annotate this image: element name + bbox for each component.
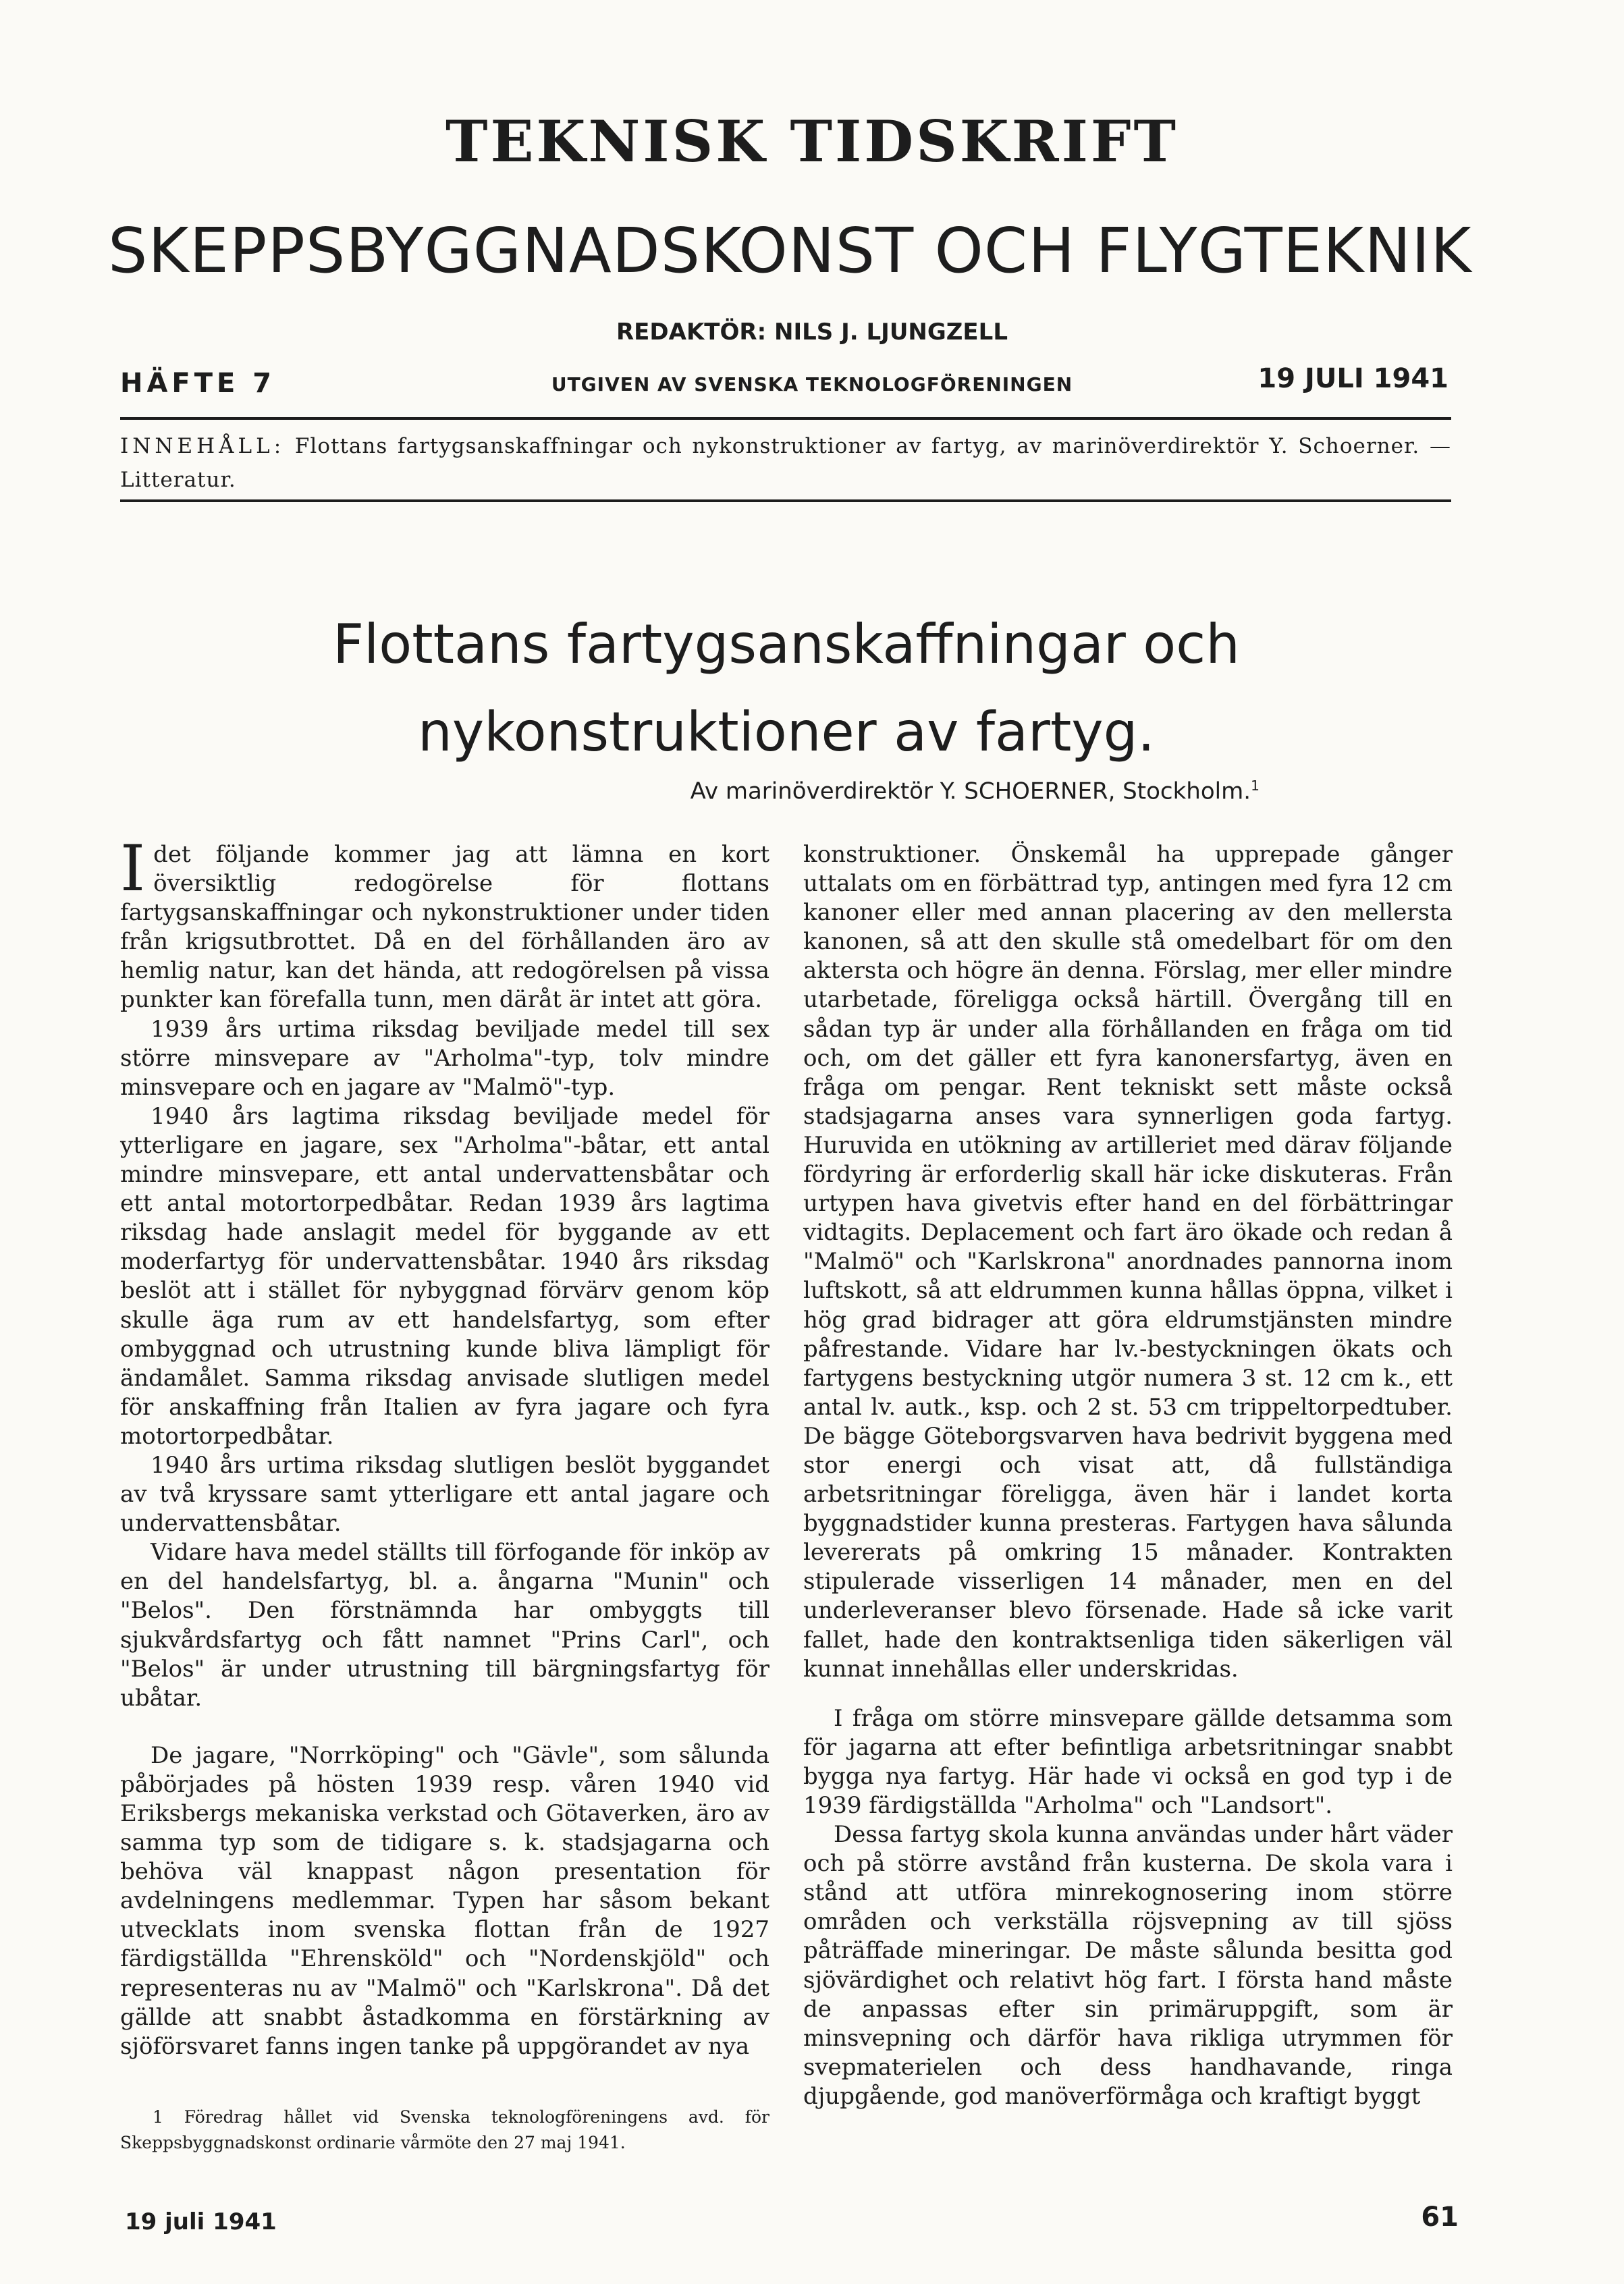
footer-date: 19 juli 1941 bbox=[125, 2208, 277, 2235]
paragraph: Dessa fartyg skola kunna användas under hårt väder och på större avstånd från kusterna. De skola vara i stånd att utföra minrekognosering inom större områden och verkställa röjsvepning av till sjöss påträffade mineringar. De måste sålunda besitta god sjövärdighet och relativt hög fart. I första hand måste de anpassas efter sin primäruppgift, som är minsvepning och därför hava rikliga utrymmen för svepmaterielen och dess handhavande, ringa djupgående, god manöverförmåga och kraftigt byggt bbox=[803, 1821, 1453, 2110]
paragraph: Idet följande kommer jag att lämna en kort översiktlig redogörelse för flottans fartygsanskaffningar och nykonstruktioner under tiden från krigsutbrottet. Då en del förhållanden äro av hemlig natur, kan det hända, att redogörelsen på vissa punkter kan förefalla tunn, men däråt är intet att göra. bbox=[120, 832, 769, 1014]
masthead-title: TEKNISK TIDSKRIFT bbox=[445, 108, 1179, 175]
paragraph: konstruktioner. Önskemål ha upprepade gånger uttalats om en förbättrad typ, antingen med fyra 12 cm kanoner eller med annan placering av den mellersta kanonen, så att den skulle stå omedelbart för om den aktersta och högre än denna. Förslag, mer eller mindre utarbetade, föreligga också härtill. Övergång till en sådan typ är under alla förhållanden en fråga om tid och, om det gäller ett fyra kanonersfartyg, även en fråga om pengar. Rent tekniskt sett måste också stadsjagarna anses vara synnerligen goda fartyg. Huruvida en utökning av artilleriet med därav följande fördyring är erforderlig skall här icke diskuteras. Från urtypen hava givetvis efter hand en del förbättringar vidtagits. Deplacement och fart äro ökade och redan å "Malmö" och "Karlskrona" anordnades pannorna inom luftskott, så att eldrummen kunna hållas öppna, vilket i hög grad bidrager att göra eldrumstjänsten mindre påfrestande. Vidare har lv.-bestyckningen ökats och fartygens bestyckning utgör numera 3 st. 12 cm k., ett antal lv. autk., ksp. och 2 st. 53 cm trippeltorpedtuber. De bägge Göteborgsvarven hava bedrivit byggena med stor energi och visat att, då fullständiga arbetsritningar föreligga, även här i landet korta byggnadstider kunna presteras. Fartygen hava sålunda levererats på omkring 15 månader. Kontrakten stipulerade visserligen 14 månader, men en del underleveranser blevo försenade. Hade så icke varit fallet, hade den kontraktsenliga tiden säkerligen väl kunnat innehållas eller underskridas. bbox=[803, 841, 1453, 1683]
article-byline bbox=[691, 778, 1260, 805]
section-title: SKEPPSBYGGNADSKONST OCH FLYGTEKNIK bbox=[108, 215, 1472, 287]
paragraph: 1940 års lagtima riksdag beviljade medel för ytterligare en jagare, sex "Arholma"-båtar, ett antal mindre minsvepare, ett antal undervattensbåtar och ett antal motortorpedbåtar. Redan 1939 års lagtima riksdag hade anslagit medel för byggande av ett moderfartyg för undervattensbåtar. 1940 års riksdag beslöt att i stället för nybyggnad förvärv genom köp skulle äga rum av ett handelsfartyg, som efter ombyggnad och utrustning kunde bliva lämpligt för ändamålet. Samma riksdag anvisade slutligen medel för anskaffning från Italien av fyra jagare och fyra motortorpedbåtar. bbox=[120, 1102, 769, 1450]
left-column bbox=[120, 832, 769, 2061]
editor-line: REDAKTÖR: NILS J. LJUNGZELL bbox=[616, 319, 1008, 346]
issue-number: HÄFTE 7 bbox=[120, 368, 276, 399]
byline-text: Av marinöverdirektör Y. SCHOERNER, Stockholm. bbox=[690, 778, 1251, 805]
paragraph: 1939 års urtima riksdag beviljade medel till sex större minsvepare av "Arholma"-typ, tolv mindre minsvepare och en jagare av "Malmö"-typ. bbox=[120, 1015, 769, 1101]
paragraph: I fråga om större minsvepare gällde detsamma som för jagarna att efter befintliga arbetsritningar snabbt bygga nya fartyg. Här hade vi också en god typ i de 1939 färdigställda "Arholma" och "Landsort". bbox=[803, 1704, 1453, 1819]
paragraph: Vidare hava medel ställts till förfogande för inköp av en del handelsfartyg, bl. a. ångarna "Munin" och "Belos". Den förstnämnda har ombyggts till sjukvårdsfartyg och fått namnet "Prins Carl", och "Belos" är under utrustning till bärgningsfartyg för ubåtar. bbox=[120, 1539, 769, 1712]
contents-box bbox=[120, 429, 1451, 497]
contents-text: Flottans fartygsanskaffningar och nykonstruktioner av fartyg, av marinöverdirektör Y. Schoerner. — Litteratur. bbox=[120, 434, 1452, 492]
paragraph: De jagare, "Norrköping" och "Gävle", som sålunda påbörjades på hösten 1939 resp. våren 1940 vid Eriksbergs mekaniska verkstad och Götaverken, äro av samma typ som de tidigare s. k. stadsjagarna och behöva väl knappast någon presentation för avdelningens medlemmar. Typen har såsom bekant utvecklats inom svenska flottan från de 1927 färdigställda "Ehrensköld" och "Nordenskjöld" och representeras nu av "Malmö" och "Karlskrona". Då det gällde att snabbt åstadkomma en förstärkning av sjöförsvaret fanns ingen tanke på uppgörandet av nya bbox=[120, 1741, 769, 2060]
page-number: 61 bbox=[1421, 2202, 1459, 2233]
paragraph: 1940 års urtima riksdag slutligen beslöt byggandet av två kryssare samt ytterligare ett antal jagare och undervattensbåtar. bbox=[120, 1451, 769, 1538]
right-column bbox=[803, 840, 1453, 2111]
article-title: Flottans fartygsanskaffningar och nykonstruktioner av fartyg. bbox=[333, 613, 1240, 763]
drop-cap: I bbox=[120, 832, 146, 906]
footnote: 1 Föredrag hållet vid Svenska teknologföreningens avd. för Skeppsbyggnadskonst ordinarie vårmöte den 27 maj 1941. bbox=[120, 2107, 769, 2152]
issue-date: 19 JULI 1941 bbox=[1257, 363, 1449, 394]
publisher-line: UTGIVEN AV SVENSKA TEKNOLOGFÖRENINGEN bbox=[551, 373, 1073, 396]
contents-label: INNEHÅLL: bbox=[120, 434, 286, 458]
contents-rule bbox=[120, 499, 1451, 502]
header-rule bbox=[120, 417, 1451, 420]
byline-footnote-mark: 1 bbox=[1251, 778, 1260, 794]
